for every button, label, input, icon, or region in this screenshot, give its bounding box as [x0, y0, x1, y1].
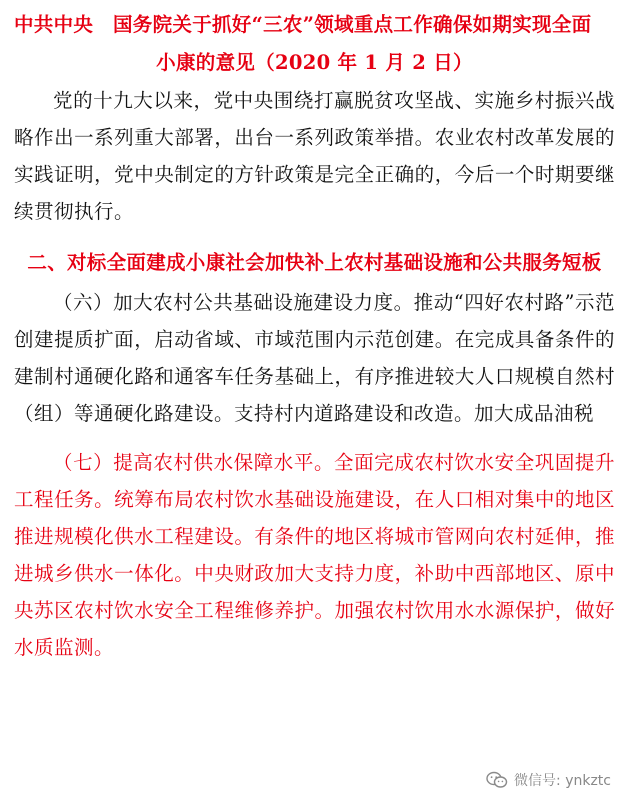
- section-title: 二、对标全面建成小康社会加快补上农村基础设施和公共服务短板: [27, 251, 602, 274]
- paragraph-gap: [14, 432, 615, 444]
- title-line-2: 小康的意见（2020 年 1 月 2 日）: [156, 51, 473, 74]
- intro-paragraph: 党的十九大以来，党中央围绕打赢脱贫攻坚战、实施乡村振兴战略作出一系列重大部署，出台一系列政策举措。农业农村改革发展的实践证明，党中央制定的方针政策是完全正确的，今后一个时期要继续贯彻执行。: [14, 89, 615, 223]
- wechat-icon: [486, 771, 508, 789]
- document-title: [14, 6, 615, 82]
- watermark-text: 微信号: ynkztc: [514, 773, 611, 789]
- paragraph-7: （七）提高农村供水保障水平。全面完成农村饮水安全巩固提升工程任务。统筹布局农村饮水基础设施建设，在人口相对集中的地区推进规模化供水工程建设。有条件的地区将城市管网向农村延伸，推进城乡供水一体化。中央财政加大支持力度，补助中西部地区、原中央苏区农村饮水安全工程维修养护。加强农村饮用水水源保护，做好水质监测。: [14, 451, 615, 659]
- title-line-1: 中共中央 国务院关于抓好“三农”领域重点工作确保如期实现全面: [14, 13, 592, 36]
- paragraph-6: （六）加大农村公共基础设施建设力度。推动“四好农村路”示范创建提质扩面，启动省域、市域范围内示范创建。在完成具备条件的建制村通硬化路和通客车任务基础上，有序推进较大人口规模自然村（组）等通硬化路建设。支持村内道路建设和改造。加大成品油税: [14, 291, 615, 425]
- wechat-watermark: [486, 770, 611, 790]
